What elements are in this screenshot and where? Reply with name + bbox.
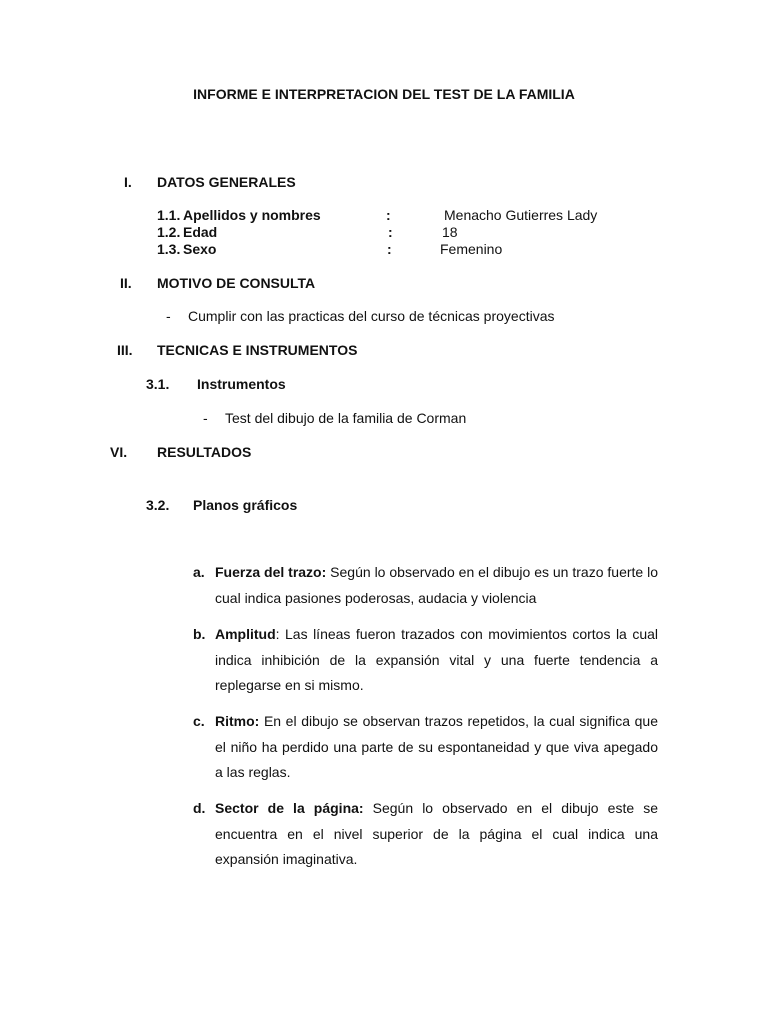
instrument-item: Test del dibujo de la familia de Corman (225, 410, 467, 426)
row-label-apellidos: Apellidos y nombres (183, 207, 321, 223)
document-title: INFORME E INTERPRETACION DEL TEST DE LA FAMILIA (193, 86, 575, 102)
result-item-sector (215, 796, 658, 873)
row-separator-2: : (388, 224, 393, 240)
row-value-edad: 18 (442, 224, 458, 240)
row-number-1-1: 1.1. (157, 207, 181, 223)
row-label-sexo: Sexo (183, 241, 217, 257)
item-text-sector: Según lo observado en el dibujo este se encuentra en el nivel superior de la página el cual indica una expansión imaginativa. (215, 800, 658, 867)
subsection-number-3-2: 3.2. (146, 497, 170, 513)
row-number-1-3: 1.3. (157, 241, 181, 257)
subsection-heading-instrumentos: Instrumentos (197, 376, 286, 392)
subsection-number-3-1: 3.1. (146, 376, 170, 392)
item-lead-fuerza: Fuerza del trazo: (215, 564, 327, 580)
section-numeral-2: II. (120, 275, 132, 291)
section-numeral-6: VI. (110, 444, 128, 460)
row-separator-1: : (386, 207, 391, 223)
item-text-fuerza: Según lo observado en el dibujo es un trazo fuerte lo cual indica pasiones poderosas, audacia y violencia (215, 564, 658, 606)
section-heading-tecnicas: TECNICAS E INSTRUMENTOS (157, 342, 358, 358)
item-text-amplitud: : Las líneas fueron trazados con movimientos cortos la cual indica inhibición de la expansión vital y una fuerte tendencia a replegarse en si mismo. (215, 626, 658, 693)
item-lead-ritmo: Ritmo: (215, 713, 260, 729)
subsection-heading-planos: Planos gráficos (193, 497, 298, 513)
item-lead-sector: Sector de la página: (215, 800, 364, 816)
item-text-ritmo: En el dibujo se observan trazos repetidos, la cual significa que el niño ha perdido una parte de su espontaneidad y que viva apegado a las reglas. (215, 713, 658, 780)
section-heading-resultados: RESULTADOS (157, 444, 252, 460)
section-numeral-3: III. (117, 342, 133, 358)
row-value-sexo: Femenino (440, 241, 503, 257)
section-heading-datos-generales: DATOS GENERALES (157, 174, 296, 190)
bullet-dash: - (203, 410, 208, 426)
result-item-ritmo (215, 709, 658, 786)
result-item-fuerza (215, 560, 658, 611)
item-lead-amplitud: Amplitud (215, 626, 276, 642)
row-label-edad: Edad (183, 224, 218, 240)
result-item-amplitud (215, 622, 658, 699)
bullet-dash: - (166, 308, 171, 324)
item-marker-b: b. (193, 626, 206, 642)
motivo-item: Cumplir con las practicas del curso de técnicas proyectivas (188, 308, 555, 324)
item-marker-a: a. (193, 564, 205, 580)
row-number-1-2: 1.2. (157, 224, 181, 240)
item-marker-c: c. (193, 713, 205, 729)
section-heading-motivo: MOTIVO DE CONSULTA (157, 275, 316, 291)
section-numeral-1: I. (124, 174, 132, 190)
row-value-apellidos: Menacho Gutierres Lady (444, 207, 598, 223)
row-separator-3: : (387, 241, 392, 257)
item-marker-d: d. (193, 800, 206, 816)
